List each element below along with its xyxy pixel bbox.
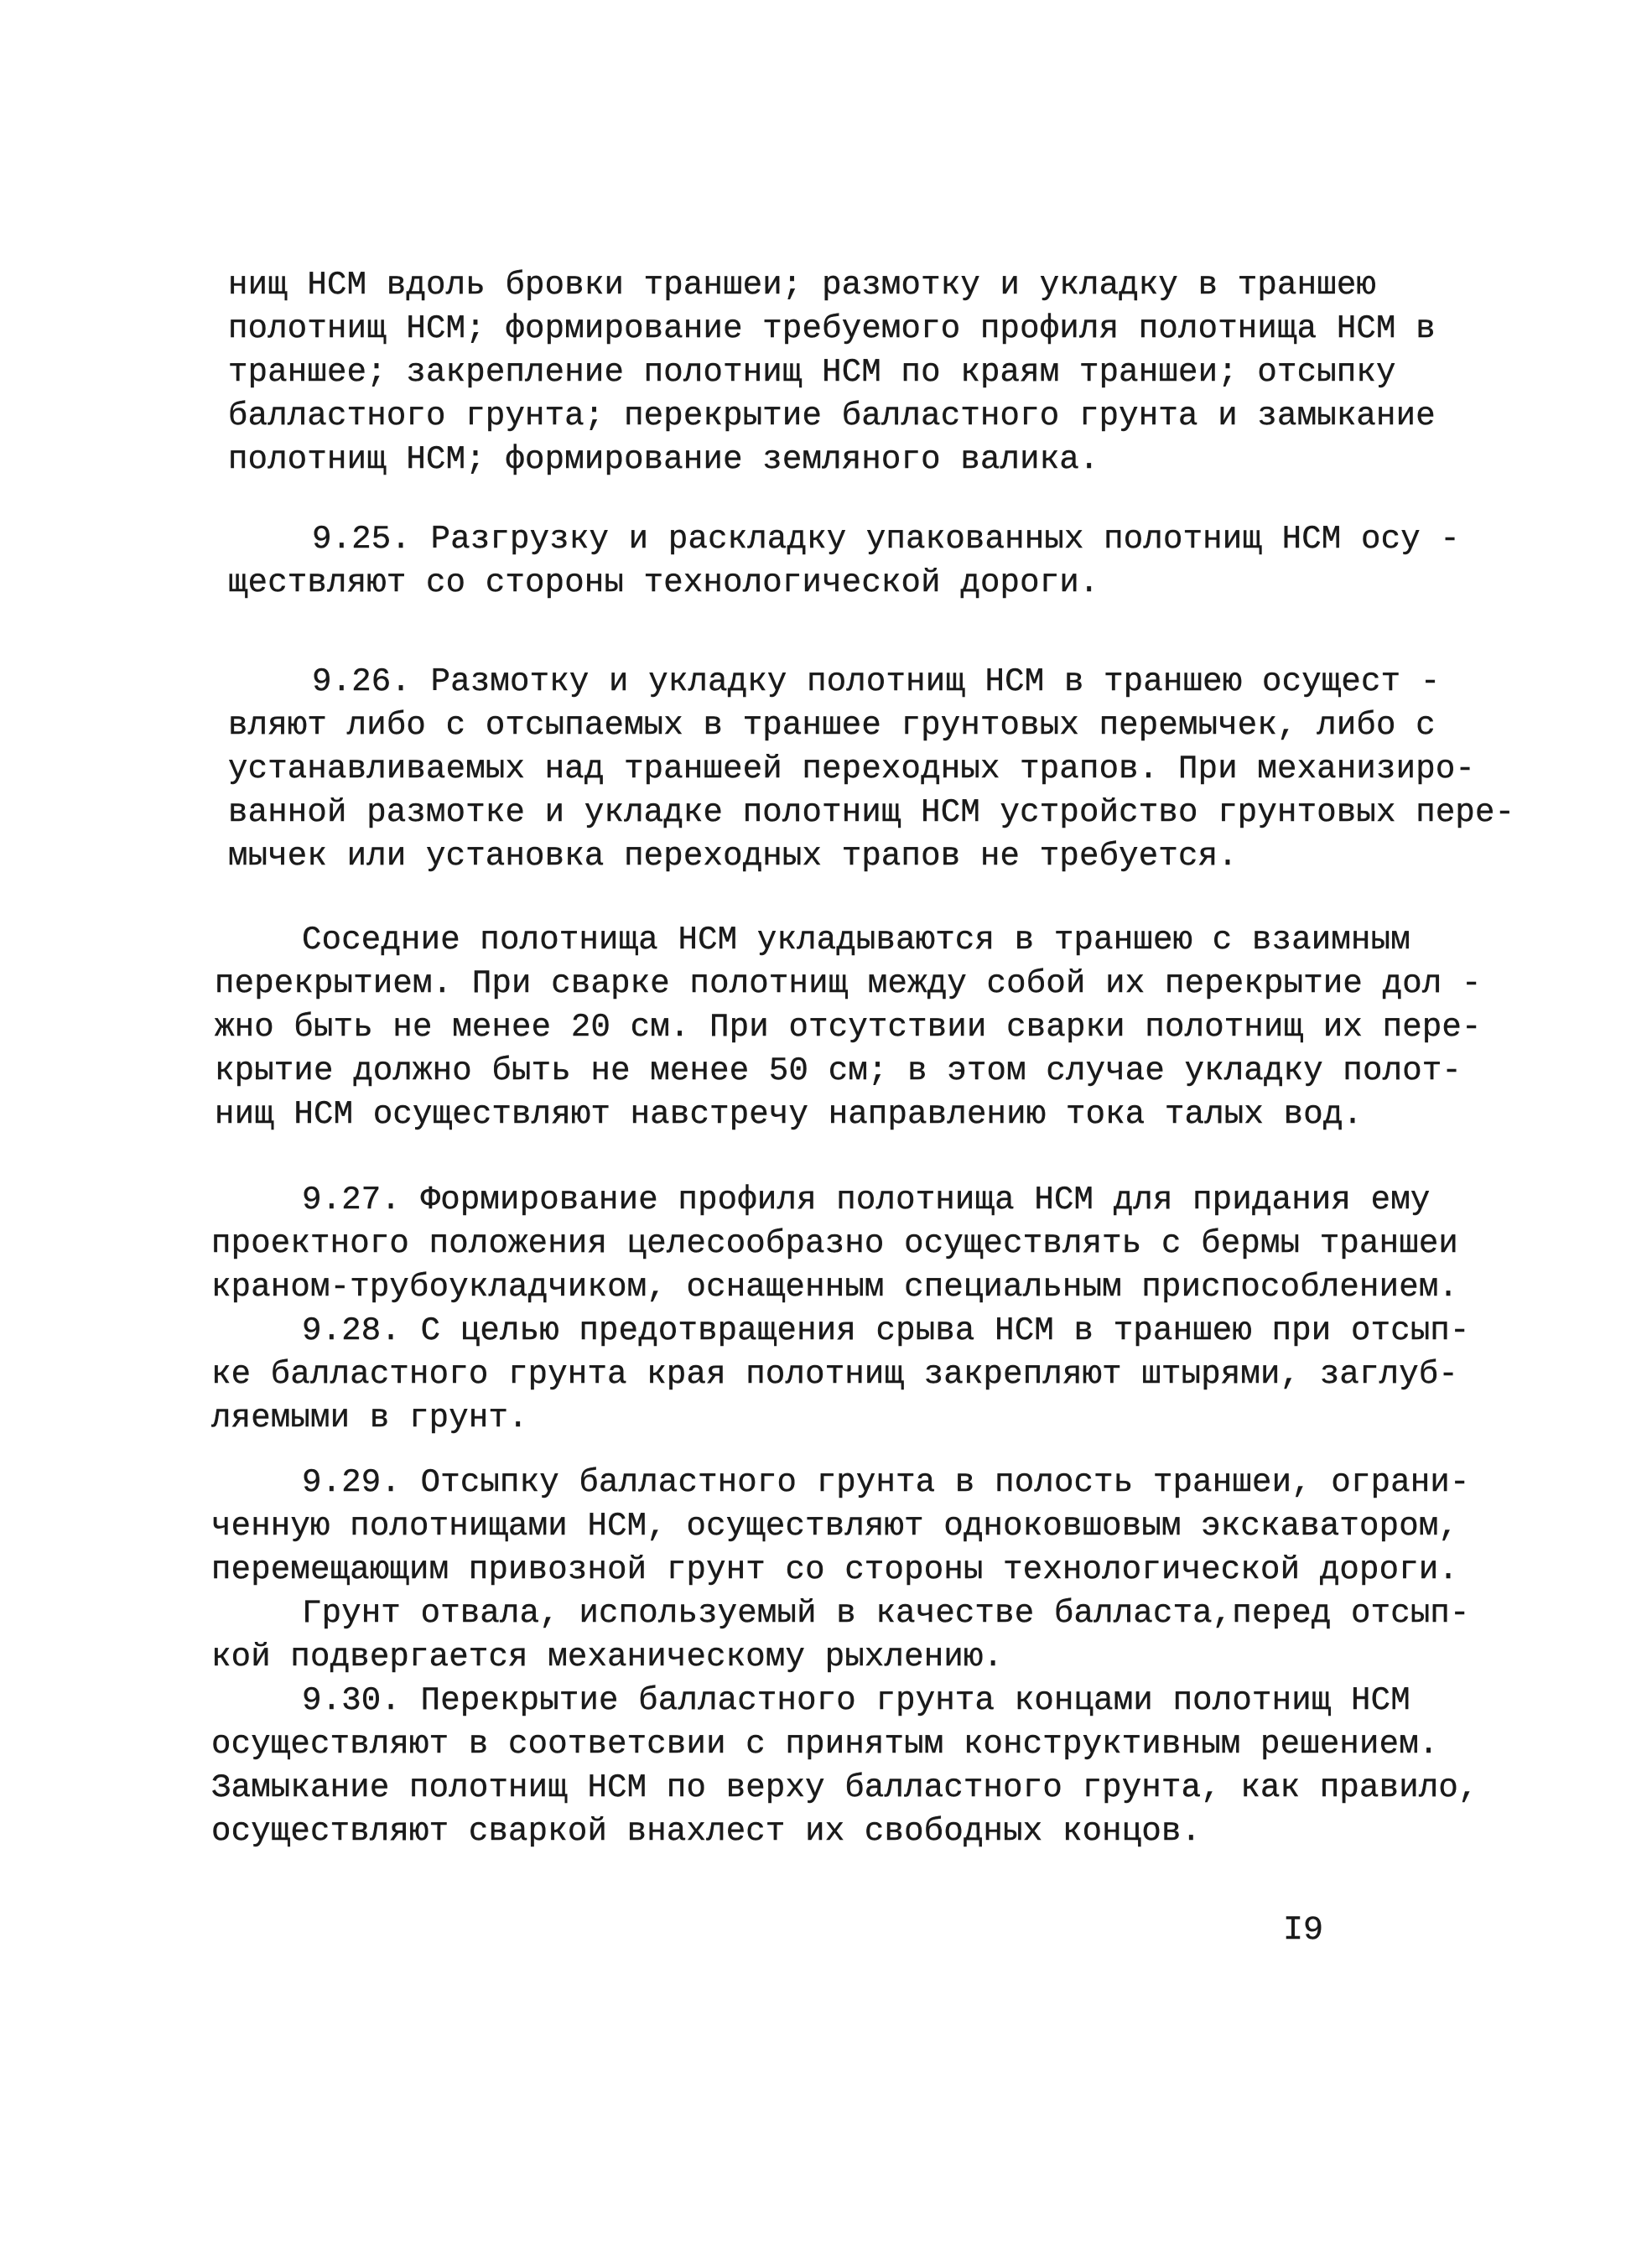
paragraph-first-line: 9.30. Перекрытие балластного грунта концами полотнищ НСМ: [302, 1682, 1410, 1719]
paragraph-first-line: Грунт отвала, используемый в качестве балласта,перед отсып-: [302, 1595, 1470, 1632]
text-line: кой подвергается механическому рыхлению.: [211, 1639, 1004, 1675]
text-line: устанавливаемых над траншеей переходных трапов. При механизиро-: [228, 750, 1476, 787]
text-line: перемещающим привозной грунт со стороны технологической дороги.: [211, 1551, 1459, 1588]
paragraph-first-line: 9.28. С целью предотвращения срыва НСМ в траншею при отсып-: [302, 1312, 1470, 1349]
text-line: жно быть не менее 20 см. При отсутствии сварки полотнищ их пере-: [215, 1009, 1482, 1046]
text-line: Замыкание полотнищ НСМ по верху балластного грунта, как правило,: [211, 1769, 1478, 1806]
text-line: ченную полотнищами НСМ, осуществляют одноковшовым экскаватором,: [211, 1508, 1459, 1545]
paragraph-first-line: Соседние полотнища НСМ укладываются в траншею с взаимным: [302, 922, 1410, 958]
text-line: осуществляют сваркой внахлест их свободных концов.: [211, 1813, 1202, 1850]
text-line: полотнищ НСМ; формирование требуемого профиля полотнища НСМ в: [228, 310, 1436, 347]
text-line: мычек или установка переходных трапов не требуется.: [228, 838, 1238, 875]
page-number: I9: [1283, 1912, 1324, 1950]
text-line: перекрытием. При сварке полотнищ между собой их перекрытие дол -: [215, 965, 1482, 1002]
text-line: ляемыми в грунт.: [211, 1400, 528, 1436]
text-line: проектного положения целесообразно осуществлять с бермы траншеи: [211, 1225, 1459, 1262]
text-line: нищ НСМ осуществляют навстречу направлению тока талых вод.: [215, 1096, 1364, 1133]
text-line: балластного грунта; перекрытие балластного грунта и замыкание: [228, 397, 1436, 434]
paragraph-first-line: 9.27. Формирование профиля полотнища НСМ для придания ему: [302, 1182, 1431, 1218]
text-line: ванной размотке и укладке полотнищ НСМ устройство грунтовых пере-: [228, 794, 1515, 831]
text-line: нищ НСМ вдоль бровки траншеи; размотку и укладку в траншею: [228, 267, 1377, 304]
text-line: крытие должно быть не менее 50 см; в этом случае укладку полот-: [215, 1052, 1462, 1089]
text-line: краном-трубоукладчиком, оснащенным специальным приспособлением.: [211, 1269, 1459, 1306]
paragraph-first-line: 9.26. Размотку и укладку полотнищ НСМ в траншею осущест -: [312, 663, 1441, 700]
paragraph-first-line: 9.29. Отсыпку балластного грунта в полость траншеи, ограни-: [302, 1464, 1470, 1501]
text-line: ществляют со стороны технологической дороги.: [228, 564, 1099, 601]
paragraph-first-line: 9.25. Разгрузку и раскладку упакованных полотнищ НСМ осу -: [312, 521, 1461, 558]
text-line: вляют либо с отсыпаемых в траншее грунтовых перемычек, либо с: [228, 707, 1436, 744]
text-line: полотнищ НСМ; формирование земляного валика.: [228, 441, 1099, 478]
text-line: траншее; закрепление полотнищ НСМ по краям траншеи; отсыпку: [228, 354, 1396, 391]
text-line: осуществляют в соответсвии с принятым конструктивным решением.: [211, 1726, 1439, 1763]
text-line: ке балластного грунта края полотнищ закрепляют штырями, заглуб-: [211, 1356, 1459, 1393]
